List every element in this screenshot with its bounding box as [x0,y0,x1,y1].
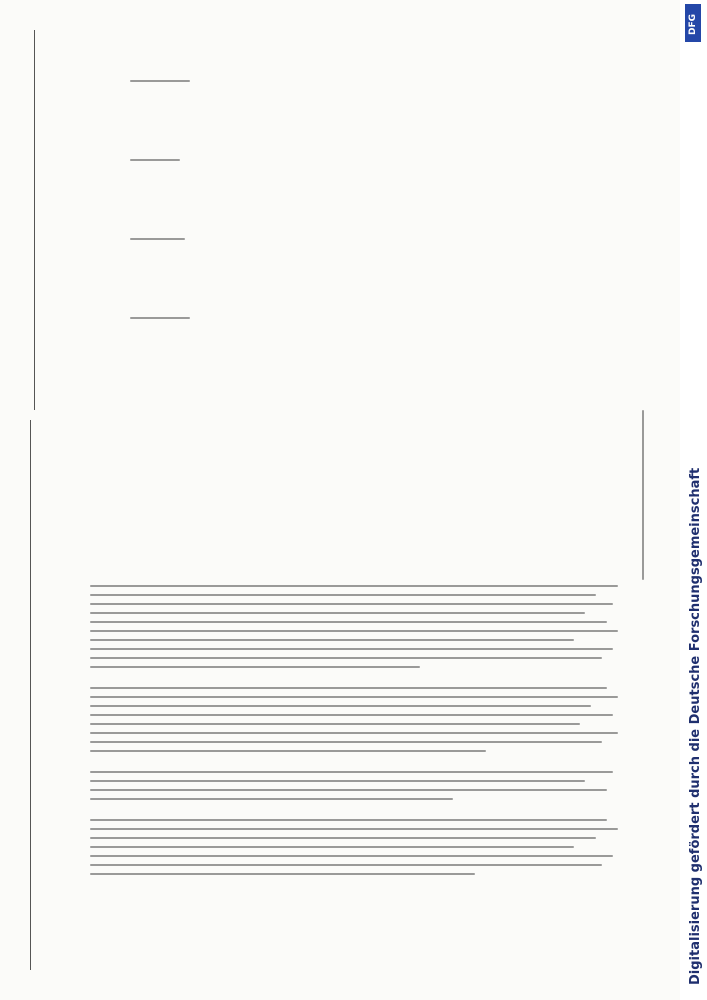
left-column-text [90,585,640,945]
footer-note [642,410,644,580]
header-rule-right [34,30,35,410]
header-rule-left [30,420,31,970]
right-column-entries [130,80,630,380]
dfg-logo [685,4,701,42]
dfg-stamp-text: Digitalisierung gefördert durch die Deutsche Forschungsgemeinschaft [688,467,703,985]
dfg-logo-text: DFG [688,13,698,35]
